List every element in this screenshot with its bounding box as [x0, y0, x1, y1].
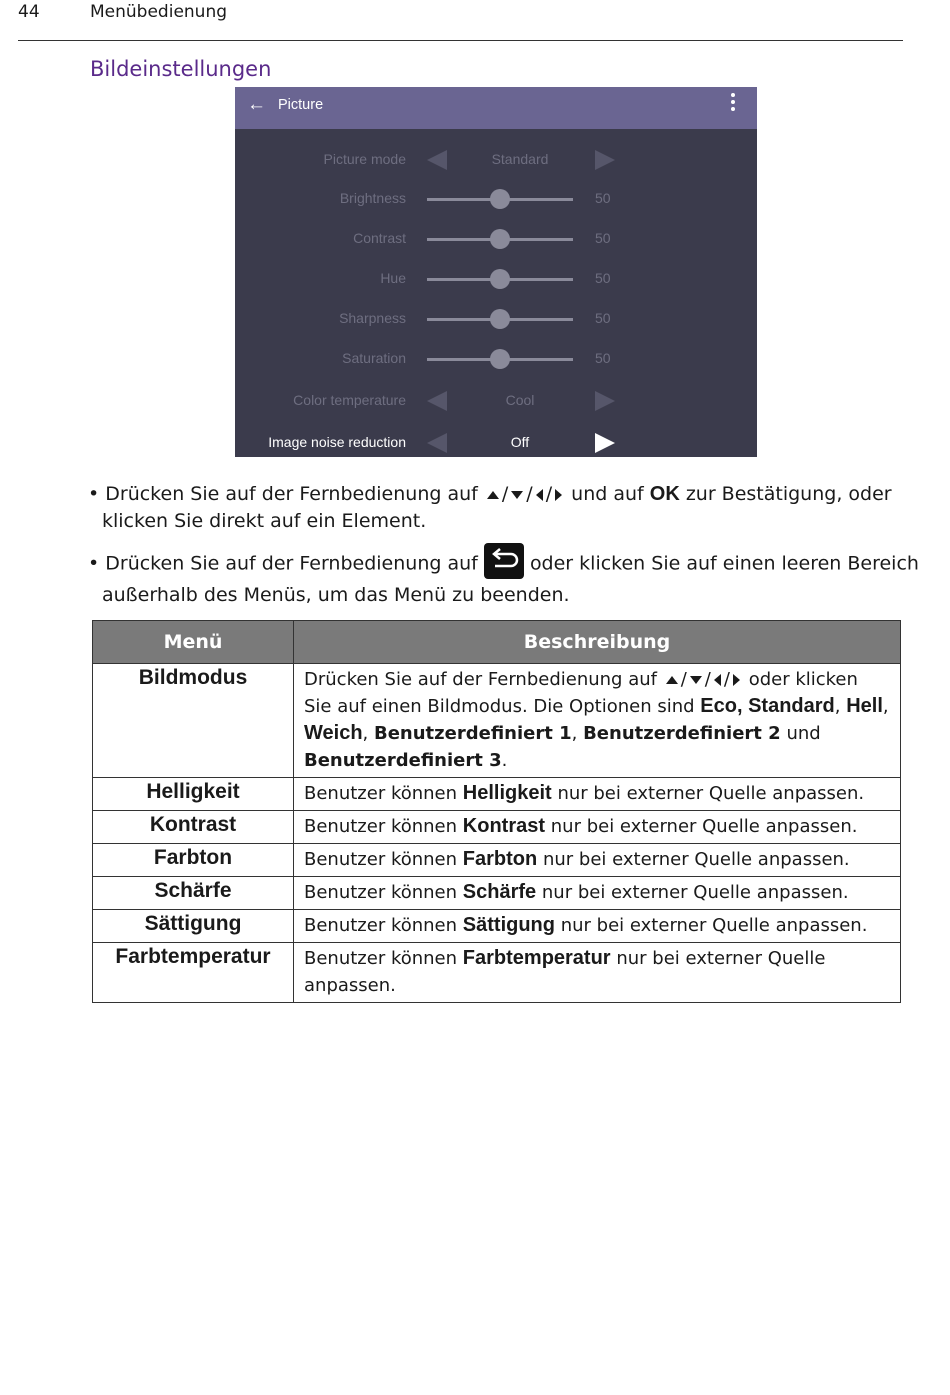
slider-knob[interactable] — [490, 189, 510, 209]
table-row — [93, 943, 901, 1003]
up-arrow-icon — [666, 676, 678, 684]
desc-text: und — [786, 723, 821, 744]
desc-text: Benutzer können — [304, 948, 458, 969]
bullet-navigation: • Drücken Sie auf der Fernbedienung auf / / / und auf OK zur Bestätigung, oder klicken Sie direkt auf ein Element. — [88, 481, 892, 535]
row-value: 50 — [595, 310, 611, 326]
right-arrow-icon — [555, 489, 562, 501]
desc-term: Schärfe — [462, 881, 537, 903]
left-arrow-icon[interactable] — [427, 150, 447, 170]
right-arrow-icon[interactable] — [595, 150, 615, 170]
row-description — [294, 877, 901, 910]
bullet-text: Drücken Sie auf der Fernbedienung auf — [105, 483, 478, 505]
table-row — [93, 664, 901, 778]
desc-text: oder klicken — [748, 669, 858, 690]
sharpness-row[interactable] — [235, 306, 757, 332]
down-arrow-icon — [511, 491, 523, 499]
right-arrow-icon[interactable] — [595, 433, 615, 453]
hue-row[interactable] — [235, 266, 757, 292]
desc-text: Benutzer können — [304, 849, 458, 870]
image-noise-reduction-row[interactable] — [235, 430, 757, 456]
slider-knob[interactable] — [490, 229, 510, 249]
desc-term: Helligkeit — [462, 782, 552, 804]
row-value: Standard — [491, 151, 549, 167]
row-label: Contrast — [353, 230, 406, 246]
desc-text: nur bei externer Quelle anpassen. — [542, 849, 850, 870]
saturation-row[interactable] — [235, 346, 757, 372]
row-key: Schärfe — [93, 877, 294, 910]
table-row — [93, 811, 901, 844]
screen-title: Picture — [278, 97, 324, 113]
slider-knob[interactable] — [490, 269, 510, 289]
slider-knob[interactable] — [490, 349, 510, 369]
option-hell: Hell — [846, 695, 883, 717]
row-label: Color temperature — [293, 392, 406, 408]
back-button-icon — [484, 543, 524, 579]
contrast-row[interactable] — [235, 226, 757, 252]
option-custom-3: Benutzerdefiniert 3 — [304, 750, 502, 771]
desc-text: Benutzer können — [304, 882, 458, 903]
picture-menu-screenshot — [235, 87, 757, 457]
back-arrow-icon[interactable]: ← — [247, 94, 266, 115]
bullet-text: Drücken Sie auf der Fernbedienung auf — [105, 552, 478, 575]
row-key: Kontrast — [93, 811, 294, 844]
row-value: 50 — [595, 270, 611, 286]
option-weich: Weich — [304, 722, 363, 744]
right-arrow-icon[interactable] — [595, 391, 615, 411]
row-label: Sharpness — [339, 310, 406, 326]
bullet-text: klicken Sie direkt auf ein Element. — [102, 510, 427, 532]
row-description — [294, 910, 901, 943]
chapter-title: Menübedienung — [90, 2, 228, 22]
bullet-text: oder klicken Sie auf einen leeren Bereich — [529, 552, 919, 575]
row-key: Bildmodus — [93, 664, 294, 778]
desc-term: Sättigung — [462, 914, 555, 936]
picture-mode-row[interactable] — [235, 147, 757, 173]
option-custom-1: Benutzerdefiniert 1 — [374, 723, 572, 744]
up-arrow-icon — [487, 491, 499, 499]
page-number: 44 — [18, 2, 40, 22]
desc-text: Sie auf einen Bildmodus. Die Optionen sind — [304, 696, 695, 717]
row-description — [294, 811, 901, 844]
more-options-icon[interactable] — [731, 93, 735, 114]
bullet-text: zur Bestätigung, oder — [685, 483, 892, 505]
table-row — [93, 778, 901, 811]
screen-title-bar — [235, 87, 757, 129]
table-row — [93, 844, 901, 877]
brightness-row[interactable] — [235, 186, 757, 212]
desc-text: nur bei externer Quelle anpassen. — [557, 783, 865, 804]
row-value: 50 — [595, 190, 611, 206]
desc-text: nur bei externer Quelle anpassen. — [541, 882, 849, 903]
left-arrow-icon — [536, 489, 543, 501]
row-key: Sättigung — [93, 910, 294, 943]
down-arrow-icon — [690, 676, 702, 684]
row-value: 50 — [595, 350, 611, 366]
settings-table — [92, 620, 901, 1003]
section-title: Bildeinstellungen — [90, 57, 272, 81]
left-arrow-icon[interactable] — [427, 433, 447, 453]
row-description: Drücken Sie auf der Fernbedienung auf / / / oder klicken Sie auf einen Bildmodus. Die Optionen sind Eco, Standard, Hell, Weich, Benutzerdefiniert 1, Benutzerdefiniert 2 und Benutzerdefiniert 3. — [294, 664, 901, 778]
header-menu: Menü — [93, 621, 294, 664]
option-custom-2: Benutzerdefiniert 2 — [583, 723, 781, 744]
row-description — [294, 943, 901, 1003]
row-label: Picture mode — [323, 151, 406, 167]
desc-text: nur bei externer Quelle anpassen. — [550, 816, 858, 837]
row-key: Helligkeit — [93, 778, 294, 811]
table-row — [93, 877, 901, 910]
table-header — [93, 621, 901, 664]
row-value: 50 — [595, 230, 611, 246]
bullet-exit: • Drücken Sie auf der Fernbedienung auf oder klicken Sie auf einen leeren Bereich außerhalb des Menüs, um das Menü zu beenden. — [88, 546, 919, 609]
desc-text: Benutzer können — [304, 783, 458, 804]
desc-text: Benutzer können — [304, 816, 458, 837]
desc-term: Kontrast — [462, 815, 546, 837]
desc-text: Drücken Sie auf der Fernbedienung auf — [304, 669, 657, 690]
slider-knob[interactable] — [490, 309, 510, 329]
bullet-text: außerhalb des Menüs, um das Menü zu beenden. — [102, 584, 570, 606]
left-arrow-icon[interactable] — [427, 391, 447, 411]
row-label: Hue — [380, 270, 406, 286]
row-label: Saturation — [342, 350, 406, 366]
ok-key: OK — [649, 483, 680, 505]
row-value: Off — [510, 434, 530, 450]
row-value: Cool — [505, 392, 535, 408]
option-eco-standard: Eco, Standard — [700, 695, 835, 717]
row-label: Image noise reduction — [268, 434, 406, 450]
row-label: Brightness — [339, 190, 406, 206]
row-description — [294, 844, 901, 877]
table-row — [93, 910, 901, 943]
row-description — [294, 778, 901, 811]
desc-term: Farbton — [462, 848, 538, 870]
desc-text: anpassen. — [304, 975, 396, 996]
color-temperature-row[interactable] — [235, 388, 757, 414]
desc-term: Farbtemperatur — [462, 947, 611, 969]
desc-text: nur bei externer Quelle anpassen. — [560, 915, 868, 936]
right-arrow-icon — [733, 674, 740, 686]
row-key: Farbtemperatur — [93, 943, 294, 1003]
left-arrow-icon — [714, 674, 721, 686]
header-description: Beschreibung — [294, 621, 901, 664]
desc-text: Benutzer können — [304, 915, 458, 936]
desc-text: nur bei externer Quelle — [616, 948, 826, 969]
bullet-text: und auf — [571, 483, 644, 505]
page-header — [18, 0, 903, 41]
row-key: Farbton — [93, 844, 294, 877]
